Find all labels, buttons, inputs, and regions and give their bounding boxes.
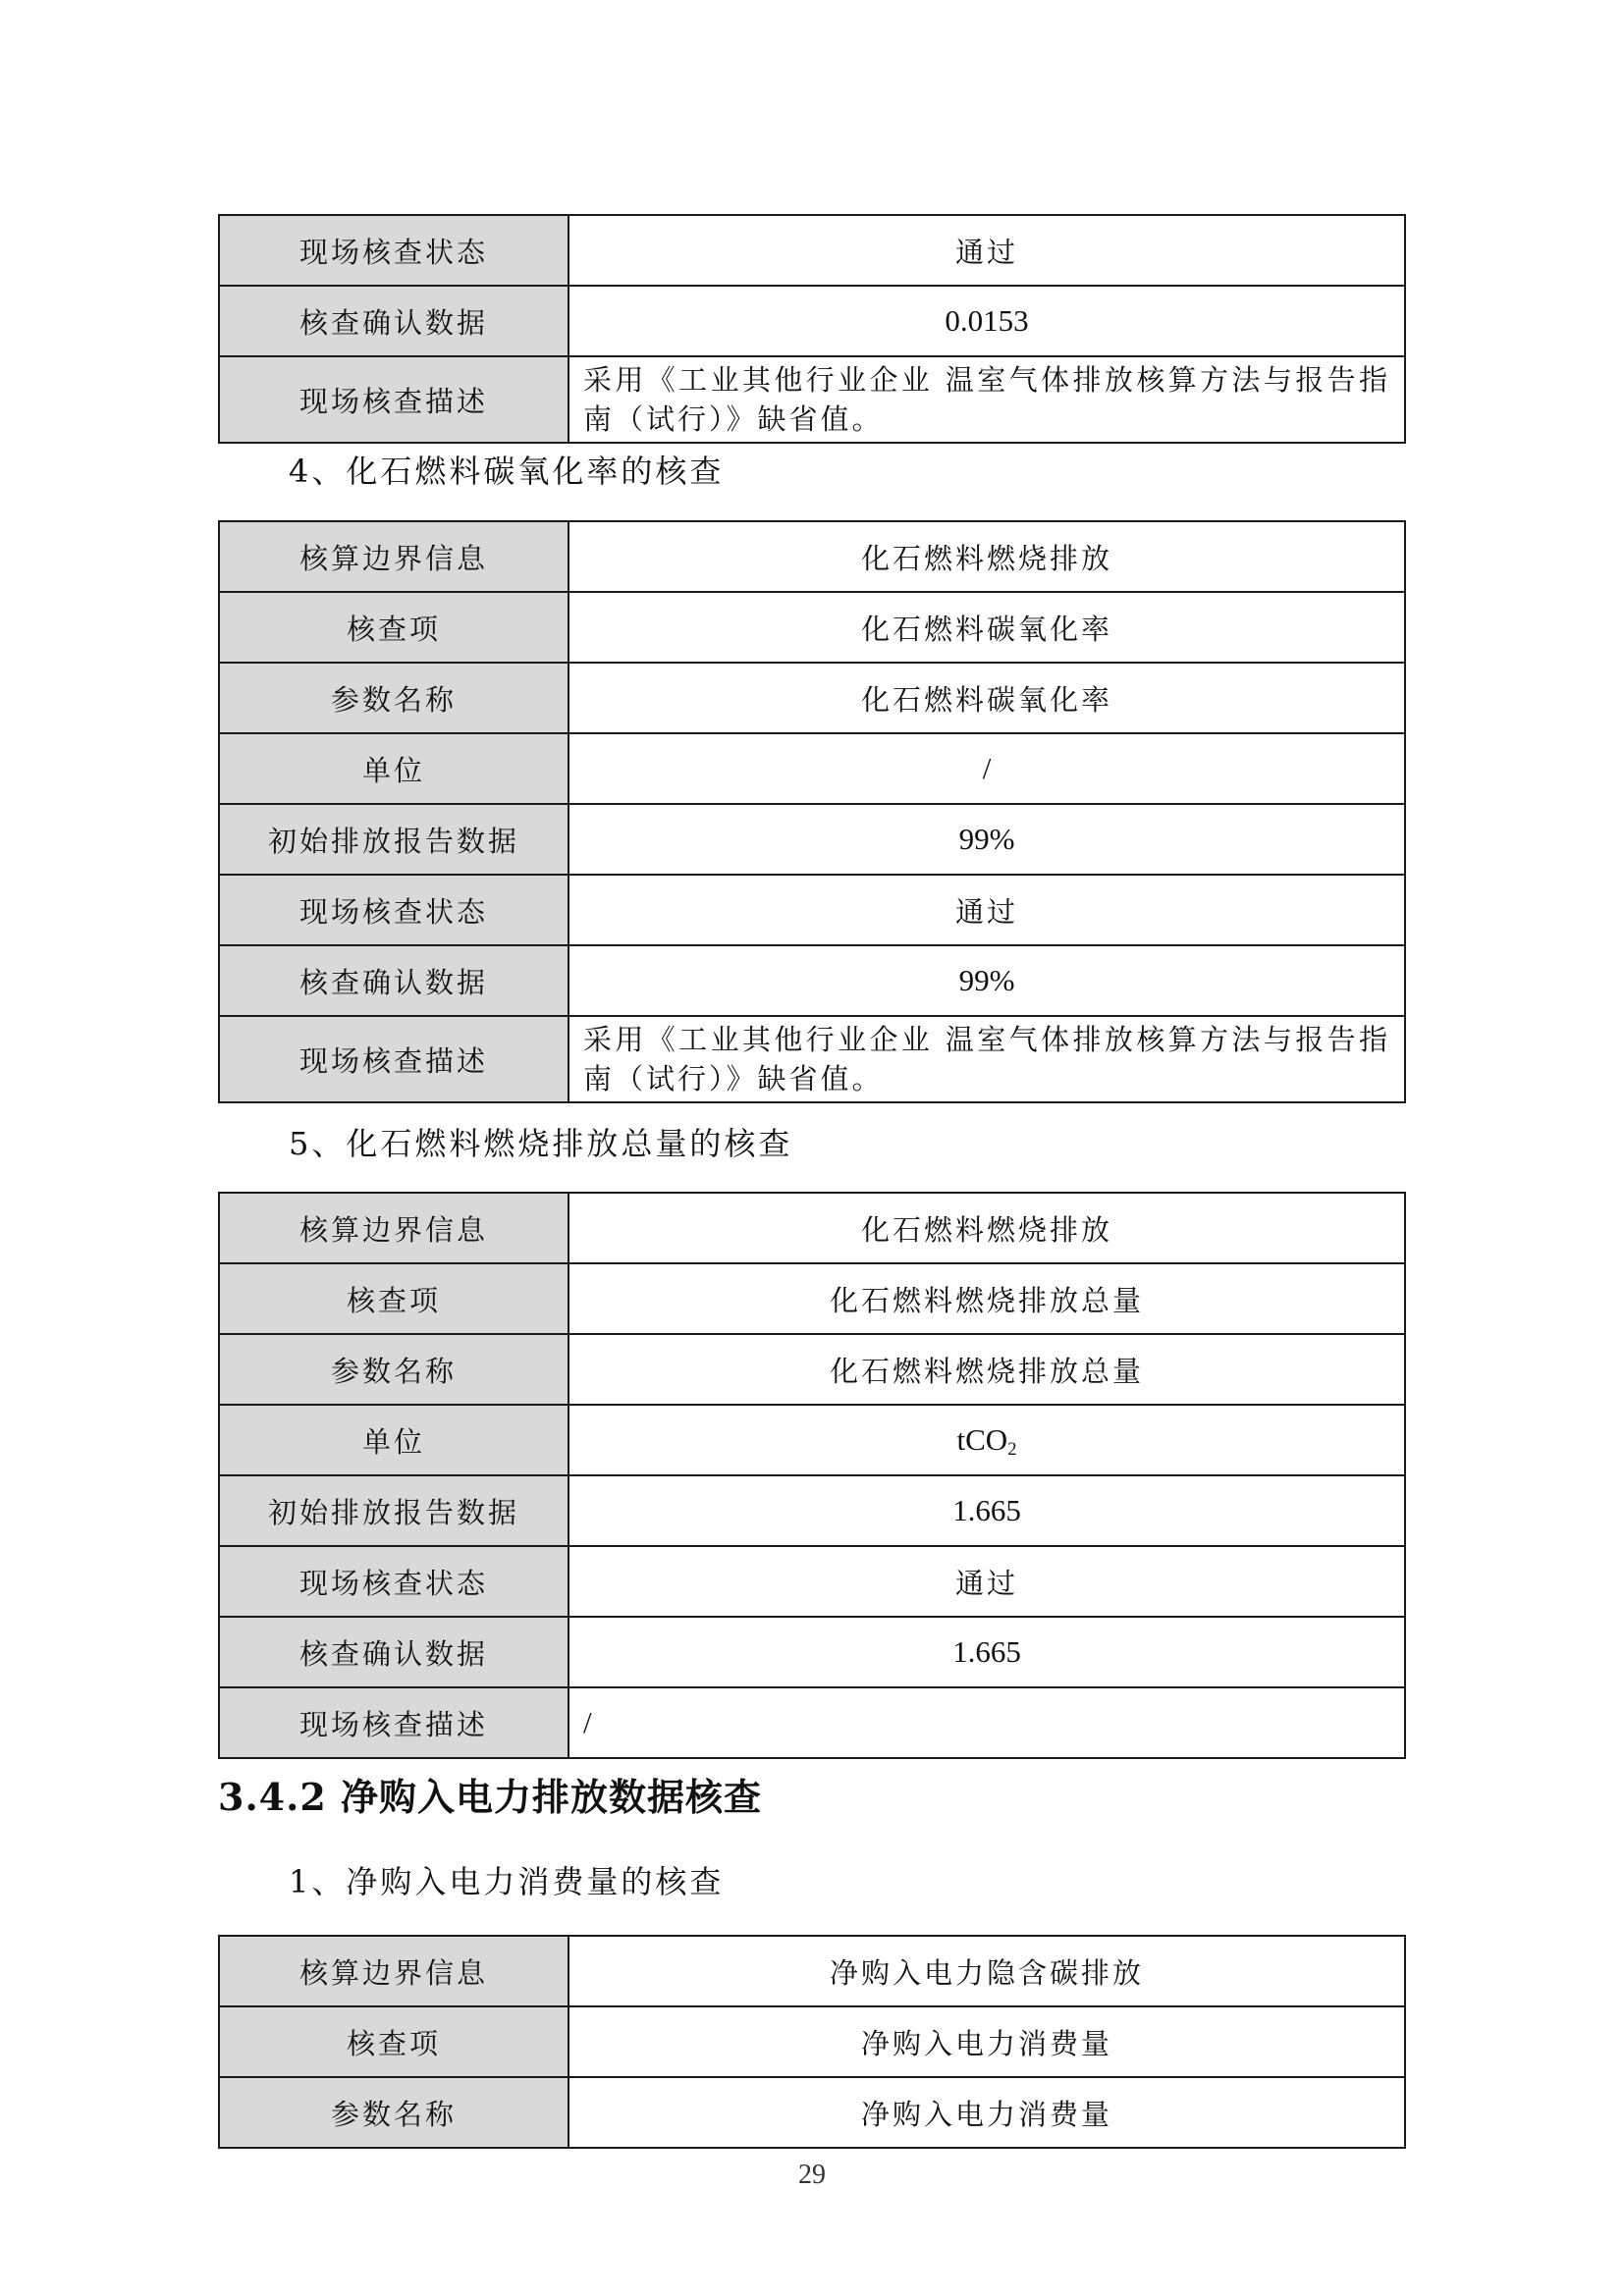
table-row (219, 1334, 1405, 1405)
row-label: 参数名称 (219, 663, 568, 733)
table-row (219, 1016, 1405, 1102)
row-label: 参数名称 (219, 2077, 568, 2148)
table-row (219, 1193, 1405, 1263)
row-value: / (568, 1687, 1405, 1758)
row-value: 采用《工业其他行业企业 温室气体排放核算方法与报告指南（试行）》缺省值。 (568, 1016, 1405, 1102)
table-row (219, 875, 1405, 945)
table-row (219, 1617, 1405, 1687)
row-label: 核查确认数据 (219, 945, 568, 1016)
table-combustion-total (218, 1192, 1406, 1759)
table-row (219, 1546, 1405, 1617)
row-label: 核查项 (219, 592, 568, 663)
row-label: 现场核查状态 (219, 215, 568, 286)
row-value: 化石燃料燃烧排放总量 (568, 1334, 1405, 1405)
row-label: 核算边界信息 (219, 521, 568, 592)
subsection-heading-1: 1、净购入电力消费量的核查 (289, 1863, 725, 1900)
row-value: / (568, 733, 1405, 804)
row-label: 现场核查状态 (219, 1546, 568, 1617)
row-label: 核查确认数据 (219, 1617, 568, 1687)
table-row (219, 1687, 1405, 1758)
row-value: 通过 (568, 875, 1405, 945)
table-row (219, 592, 1405, 663)
table-row (219, 356, 1405, 443)
table-row (219, 1405, 1405, 1475)
table-row (219, 804, 1405, 875)
table-emission-factor-continued (218, 214, 1406, 444)
table-row (219, 521, 1405, 592)
row-value: 0.0153 (568, 286, 1405, 356)
row-value: 1.665 (568, 1475, 1405, 1546)
table-row (219, 733, 1405, 804)
table-row (219, 286, 1405, 356)
row-label: 核查确认数据 (219, 286, 568, 356)
row-label: 参数名称 (219, 1334, 568, 1405)
row-value: 通过 (568, 1546, 1405, 1617)
row-value: 采用《工业其他行业企业 温室气体排放核算方法与报告指南（试行）》缺省值。 (568, 356, 1405, 443)
unit-main: tCO (956, 1422, 1008, 1457)
row-label: 现场核查描述 (219, 1687, 568, 1758)
table-oxidation-rate (218, 520, 1406, 1103)
row-label: 核算边界信息 (219, 1936, 568, 2006)
row-label: 核查项 (219, 1263, 568, 1334)
row-value: 净购入电力消费量 (568, 2006, 1405, 2077)
table-row (219, 2006, 1405, 2077)
row-label: 初始排放报告数据 (219, 1475, 568, 1546)
row-label: 现场核查描述 (219, 356, 568, 443)
table-row (219, 1475, 1405, 1546)
row-label: 现场核查状态 (219, 875, 568, 945)
row-label: 初始排放报告数据 (219, 804, 568, 875)
table-electricity (218, 1935, 1406, 2149)
row-label: 核算边界信息 (219, 1193, 568, 1263)
subsection-heading-5: 5、化石燃料燃烧排放总量的核查 (289, 1125, 793, 1162)
row-value-unit (568, 1405, 1405, 1475)
table-row (219, 2077, 1405, 2148)
row-label: 单位 (219, 733, 568, 804)
row-value: 净购入电力隐含碳排放 (568, 1936, 1405, 2006)
unit-subscript: 2 (1007, 1438, 1017, 1460)
row-value: 通过 (568, 215, 1405, 286)
row-value: 净购入电力消费量 (568, 2077, 1405, 2148)
row-value: 化石燃料燃烧排放 (568, 1193, 1405, 1263)
row-value: 化石燃料燃烧排放总量 (568, 1263, 1405, 1334)
row-value: 99% (568, 804, 1405, 875)
row-value: 化石燃料碳氧化率 (568, 592, 1405, 663)
table-row (219, 215, 1405, 286)
row-label: 现场核查描述 (219, 1016, 568, 1102)
row-value: 化石燃料燃烧排放 (568, 521, 1405, 592)
row-label: 单位 (219, 1405, 568, 1475)
table-row (219, 663, 1405, 733)
table-row (219, 945, 1405, 1016)
row-value: 99% (568, 945, 1405, 1016)
row-label: 核查项 (219, 2006, 568, 2077)
row-value: 化石燃料碳氧化率 (568, 663, 1405, 733)
subsection-heading-4: 4、化石燃料碳氧化率的核查 (289, 453, 725, 490)
row-value: 1.665 (568, 1617, 1405, 1687)
table-row (219, 1263, 1405, 1334)
page-number: 29 (798, 2160, 826, 2190)
table-row (219, 1936, 1405, 2006)
section-title: 3.4.2 净购入电力排放数据核查 (218, 1775, 763, 1819)
